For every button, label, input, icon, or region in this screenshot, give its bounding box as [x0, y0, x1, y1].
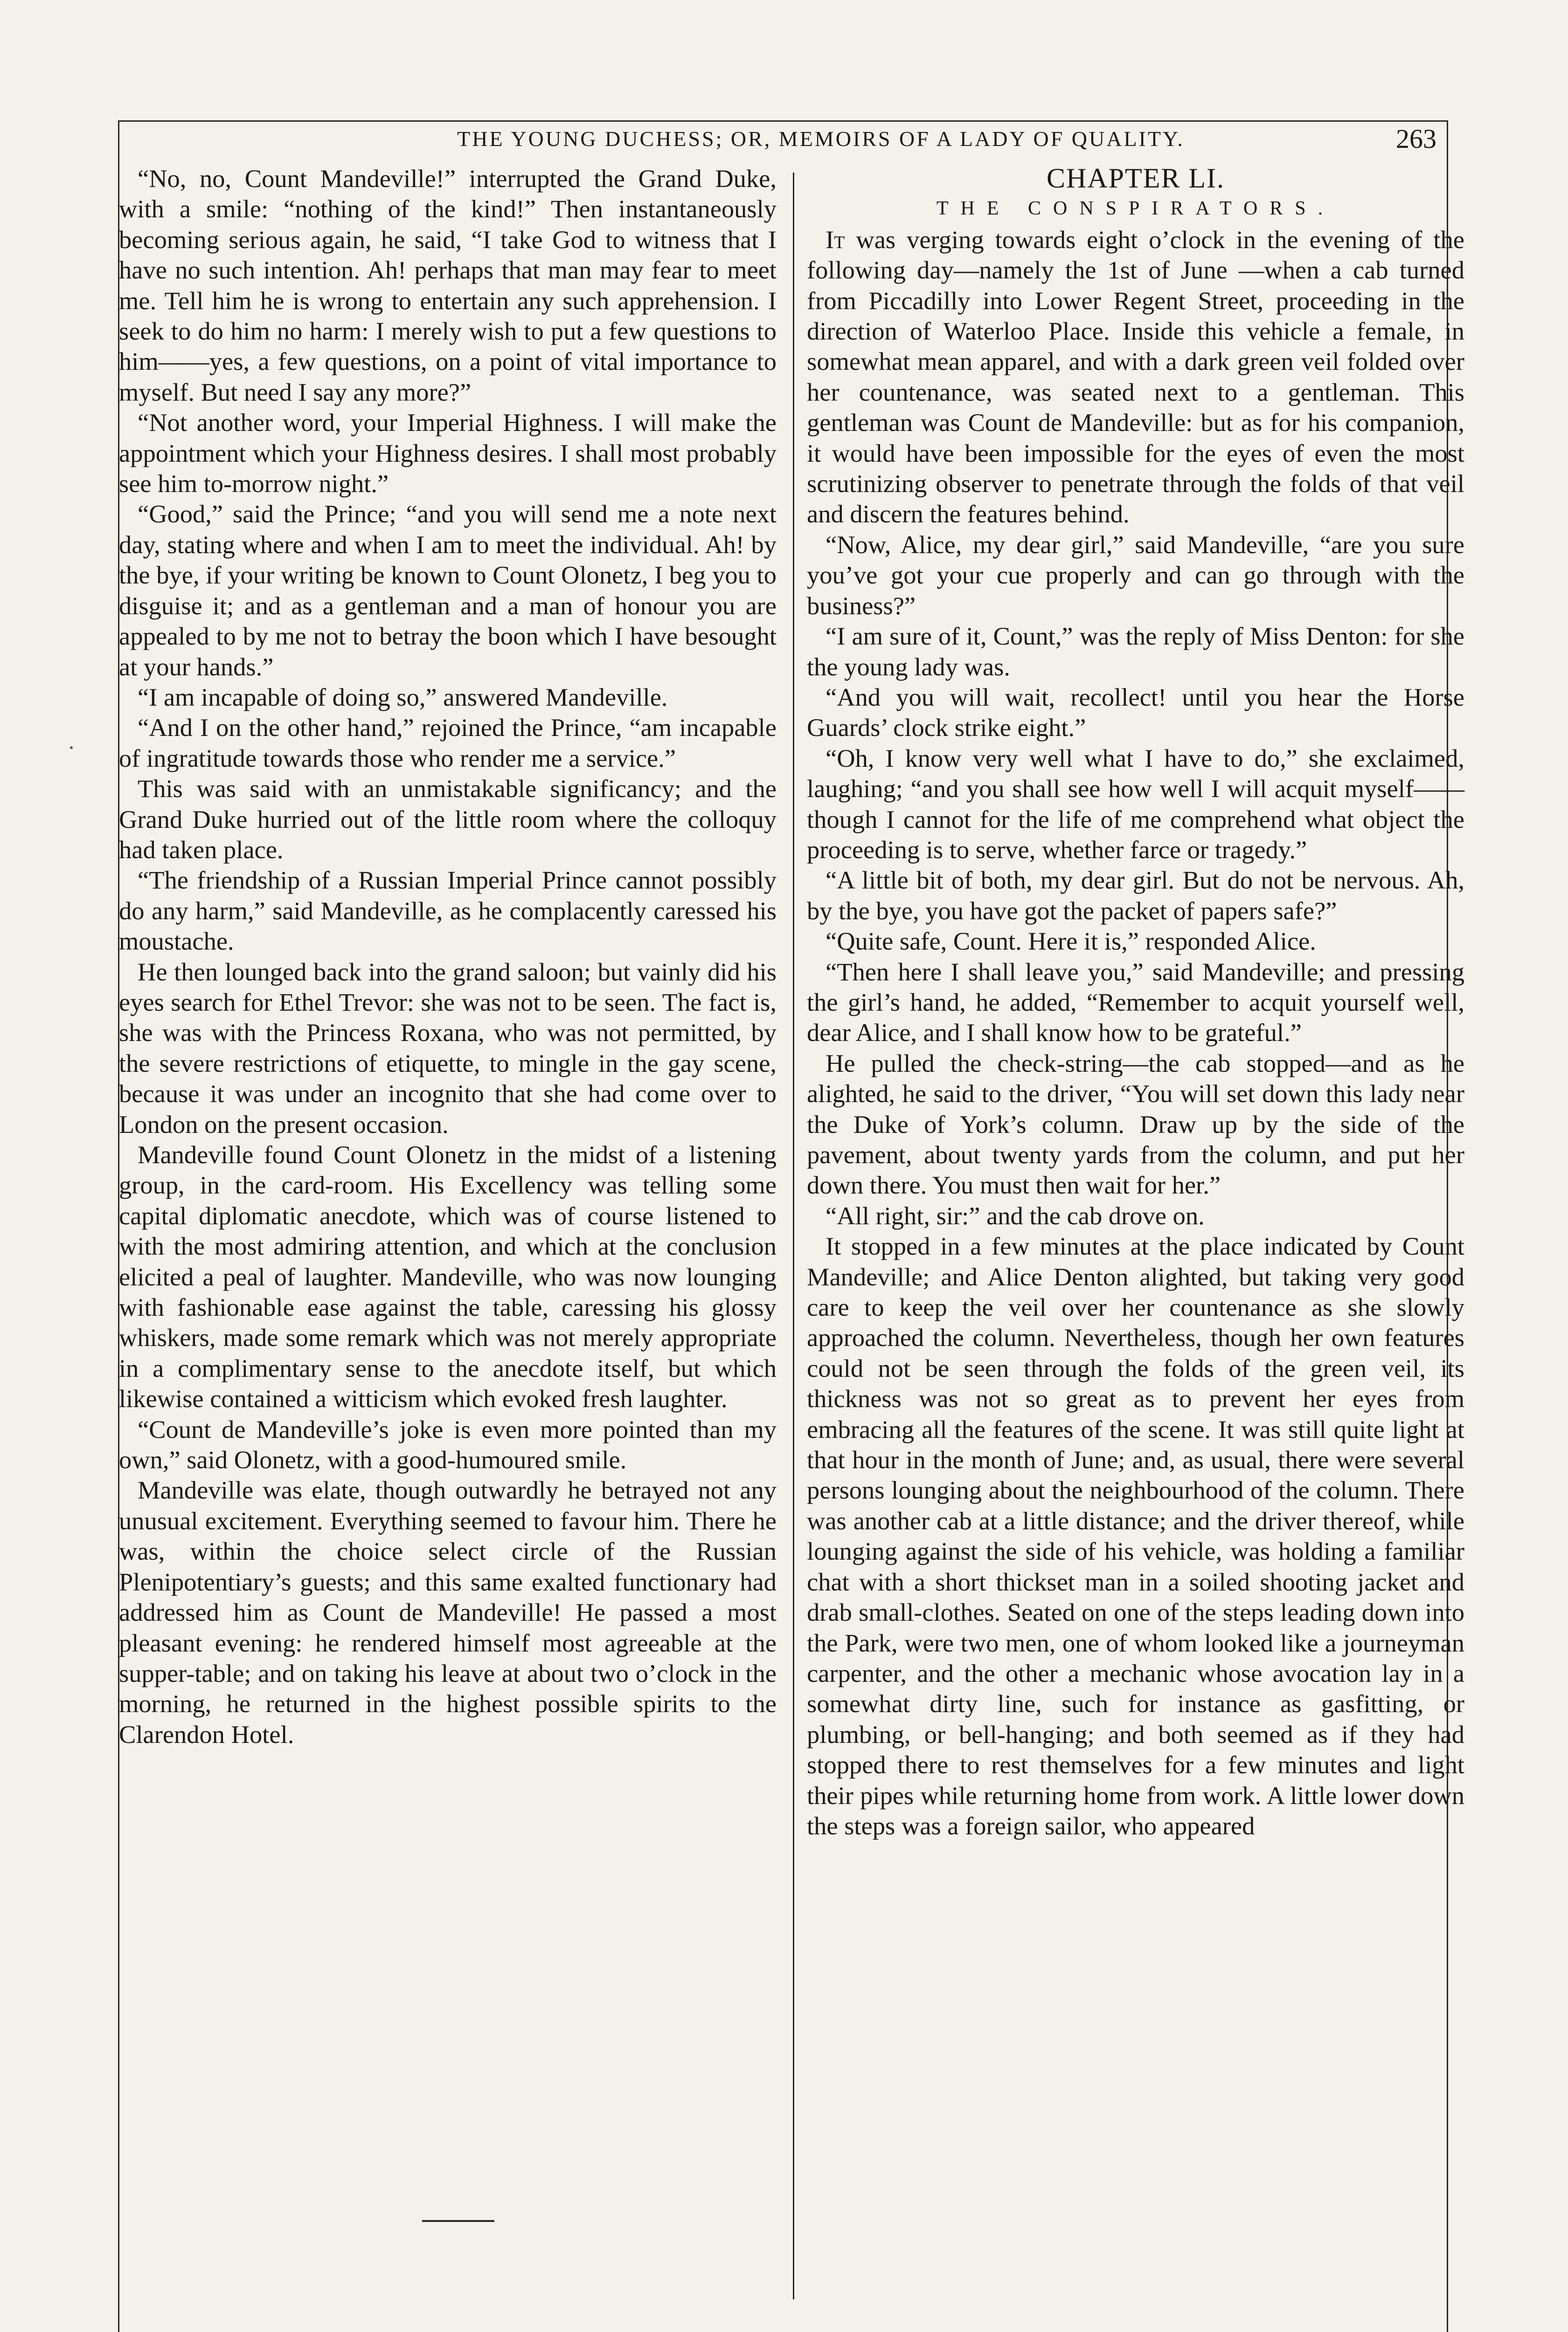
paragraph: “And you will wait, recollect! until you hear the Horse Guards’ clock strike eight.” [807, 682, 1464, 742]
page-number: 263 [1396, 124, 1436, 154]
section-end-rule [422, 2220, 494, 2222]
paragraph: “No, no, Count Mandeville!” interrupted the Grand Duke, with a smile: “nothing of the kind!” Then instantaneously becoming serious again, he said, “I take God to witness that I have no such intention. Ah! perhaps that man may fear to meet me. Tell him he is wrong to entertain any such apprehension. I seek to do him no harm: I merely wish to put a few questions to him——yes, a few questions, on a point of vital importance to myself. But need I say any more?” [119, 164, 777, 406]
paragraph: “Count de Mandeville’s joke is even more pointed than my own,” said Olonetz, with a good-humoured smile. [119, 1415, 777, 1474]
paragraph: “Then here I shall leave you,” said Mandeville; and pressing the girl’s hand, he added, “Remember to acquit yourself well, dear Alice, and I shall know how to be grateful.” [807, 957, 1464, 1047]
paragraph: “The friendship of a Russian Imperial Prince cannot possibly do any harm,” said Mandeville, as he complacently caressed his moustache. [119, 866, 777, 956]
paragraph: It stopped in a few minutes at the place indicated by Count Mandeville; and Alice Denton alighted, but taking very good care to keep the veil over her countenance as she slowly approached the column. Nevertheless, though her own features could not be seen through the folds of the green veil, its thickness was not so great as to prevent her eyes from embracing all the features of the scene. It was still quite light at that hour in the month of June; and, as usual, there were several persons lounging about the neighbourhood of the column. There was another cab at a little distance; and the driver thereof, while lounging against the side of his vehicle, was holding a familiar chat with a short thickset man in a soiled shooting jacket and drab small-clothes. Seated on one of the steps leading down into the Park, were two men, one of whom looked like a journeyman carpenter, and the other a mechanic whose avocation lay in a somewhat dirty line, such for instance as gasfitting, or plumbing, or bell-hanging; and both seemed as if they had stopped there to rest themselves for a few minutes and light their pipes while returning home from work. A little lower down the steps was a foreign sailor, who appeared [807, 1232, 1464, 1840]
right-column [807, 163, 1464, 1841]
opening-word: It [826, 225, 845, 254]
paragraph: He then lounged back into the grand saloon; but vainly did his eyes search for Ethel Trevor: she was not to be seen. The fact is, she was with the Princess Roxana, who was not permitted, by the severe restrictions of etiquette, to mingle in the gay scene, because it was under an incognito that she had come over to London on the present occasion. [119, 957, 777, 1138]
paragraph: “I am incapable of doing so,” answered Mandeville. [138, 682, 668, 711]
paragraph: “Not another word, your Imperial Highness. I will make the appointment which your Highness desires. I shall most probably see him to-morrow night.” [119, 408, 777, 498]
opening-paragraph [807, 224, 1464, 529]
chapter-subtitle: THE CONSPIRATORS. [936, 198, 1335, 220]
paragraph: “I am sure of it, Count,” was the reply of Miss Denton: for she the young lady was. [807, 622, 1464, 681]
paragraph: This was said with an unmistakable significancy; and the Grand Duke hurried out of the little room where the colloquy had taken place. [119, 774, 777, 864]
paragraph: “Quite safe, Count. Here it is,” responded Alice. [826, 927, 1316, 956]
running-head: THE YOUNG DUCHESS; OR, MEMOIRS OF A LADY OF QUALITY. [457, 127, 1185, 151]
paragraph: “Good,” said the Prince; “and you will send me a note next day, stating where and when I am to meet the individual. Ah! by the bye, if your writing be known to Count Olonetz, I beg you to disguise it; and as a gentleman and a man of honour you are appealed to by me not to betray the boon which I have besought at your hands.” [119, 500, 777, 681]
paragraph: “Oh, I know very well what I have to do,” she exclaimed, laughing; “and you shall see how well I will acquit myself——though I cannot for the life of me comprehend what object the proceeding is to serve, whether farce or tragedy.” [807, 743, 1464, 864]
left-column [119, 163, 777, 1749]
paragraph: “All right, sir:” and the cab drove on. [826, 1201, 1205, 1230]
opening-paragraph-text: was verging towards eight o’clock in the evening of the following day—namely the 1st of June —when a cab turned from Piccadilly into Lower Regent Street, proceeding in the direction of Waterloo Place. Inside this vehicle a female, in somewhat mean apparel, and with a dark green veil folded over her countenance, was seated next to a gentleman. This gentleman was Count de Mandeville: but as for his companion, it would have been impossible for the eyes of even the most scrutinizing observer to penetrate through the folds of that veil and discern the features behind. [807, 225, 1464, 528]
paragraph: “A little bit of both, my dear girl. But do not be nervous. Ah, by the bye, you have got the packet of papers safe?” [807, 866, 1464, 925]
paragraph: Mandeville found Count Olonetz in the midst of a listening group, in the card-room. His Excellency was telling some capital diplomatic anecdote, which was of course listened to with the most admiring attention, and which at the conclusion elicited a peal of laughter. Mandeville, who was now lounging with fashionable ease against the table, caressing his glossy whiskers, made some remark which was not merely appropriate in a complimentary sense to the anecdote itself, but which likewise contained a witticism which evoked fresh laughter. [119, 1140, 777, 1413]
paragraph: “Now, Alice, my dear girl,” said Mandeville, “are you sure you’ve got your cue properly and can go through with the business?” [807, 530, 1464, 620]
paragraph: He pulled the check-string—the cab stopped—and as he alighted, he said to the driver, “You will set down this lady near the Duke of York’s column. Draw up by the side of the pavement, about twenty yards from the column, and put her down there. You must then wait for her.” [807, 1048, 1464, 1200]
stray-ink-mark [70, 746, 73, 749]
column-divider [793, 173, 794, 2299]
paragraph: “And I on the other hand,” rejoined the Prince, “am incapable of ingratitude towards those who render me a service.” [119, 713, 777, 772]
paragraph: Mandeville was elate, though outwardly he betrayed not any unusual excitement. Everything seemed to favour him. There he was, within the choice select circle of the Russian Plenipotentiary’s guests; and this same exalted functionary had addressed him as Count de Mandeville! He passed a most pleasant evening: he rendered himself most agreeable at the supper-table; and on taking his leave at about two o’clock in the morning, he returned in the highest possible spirits to the Clarendon Hotel. [119, 1476, 777, 1749]
chapter-title: CHAPTER LI. [1047, 163, 1225, 194]
